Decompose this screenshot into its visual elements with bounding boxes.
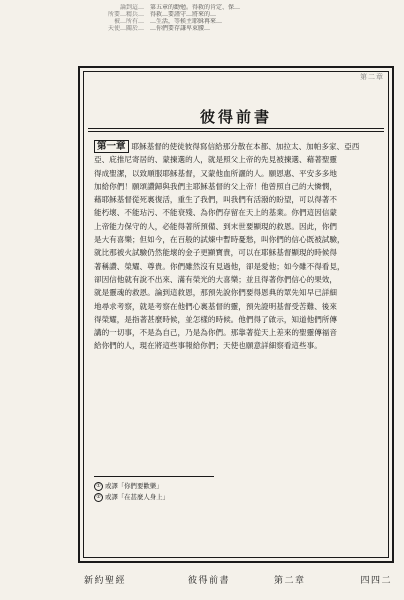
footnote-marker: ② <box>94 493 103 502</box>
body-line: 上帝能力保守的人，必能得著所預備、到末世要顯現的救恩。因此，你們 <box>94 221 337 231</box>
bleed-line: 第五章的勸勉。得救的肯定、保… <box>150 4 241 11</box>
body-line: 是大有喜樂；但如今，在百般的試煉中暫時憂愁，叫你們的信心既被試驗， <box>94 235 345 245</box>
page-frame <box>78 66 394 563</box>
page-number: 四四二 <box>360 576 392 586</box>
footnote <box>94 492 380 503</box>
footnote-rule <box>94 476 214 477</box>
footer-book: 彼得前書 <box>188 576 231 586</box>
bleed-through-left <box>8 4 144 64</box>
footnote <box>94 481 380 492</box>
scripture-text <box>94 140 380 448</box>
chapter-heading: 第一章 <box>94 140 129 153</box>
footer-series: 新約聖經 <box>84 576 127 586</box>
body-line: 加給你們！願頌讚歸與我們主耶穌基督的父上帝！他曾照自己的大憐憫， <box>94 181 337 191</box>
footer-chapter: 第二章 <box>274 576 306 586</box>
bleed-line: 所要…精兵… <box>107 11 144 18</box>
bleed-line: …生活，等候主耶穌再來… <box>150 18 223 25</box>
body-line: 地尋求考察，就是考察在他們心裏基督的靈，預先證明基督受苦難、後來 <box>94 301 337 311</box>
body-line-text: 耶穌基督的使徒彼得寫信給那分散在本都、加拉太、加帕多家、亞西 <box>131 142 360 151</box>
bleed-line: …你們要存謙卑束腰… <box>150 25 211 32</box>
bleed-line: 天使…關於… <box>107 25 144 32</box>
bleed-line: 被…所有… <box>113 18 144 25</box>
body-line <box>94 140 380 153</box>
title-rule <box>88 131 384 132</box>
body-line: 給你們的人，現在將這些事報給你們；天使也願意詳細察看這些事。 <box>94 341 322 351</box>
body-line: 卻因信他就有說不出來、滿有榮光的大喜樂；並且得著你們信心的果效， <box>94 274 337 284</box>
body-line: 能朽壞、不能玷污、不能衰殘、為你們存留在天上的基業。你們這因信蒙 <box>94 208 337 218</box>
footnote-text: 或譯「你們要歡樂」 <box>105 482 163 490</box>
book-title: 彼得前書 <box>199 108 272 126</box>
chapter-label: 第二章 <box>360 73 384 81</box>
body-line: 著稱讚、榮耀、尊貴。你們雖然沒有見過他，卻是愛他；如今雖不得看見， <box>94 261 345 271</box>
bleed-through-right <box>150 4 388 64</box>
title-rule <box>88 128 384 129</box>
body-line: 就比那被火試驗仍然能壞的金子更顯寶貴，可以在耶穌基督顯現的時候得 <box>94 248 337 258</box>
body-line: 就是靈魂的救恩。論到這救恩，那預先說你們要得恩典的眾先知早已詳細 <box>94 288 337 298</box>
footnotes <box>94 481 380 503</box>
body-line: 亞、庇推尼寄居的、蒙揀選的人，就是照父上帝的先見被揀選、藉著聖靈 <box>94 155 337 165</box>
body-line: 藉耶穌基督從死裏復活，重生了我們，叫我們有活潑的盼望，可以得著不 <box>94 195 337 205</box>
bleed-line: 得救…要謹守…將來的… <box>150 11 217 18</box>
bleed-line: 論到這… <box>119 4 144 11</box>
body-line: 得榮耀，是指著甚麼時候，並怎樣的時候。他們得了啟示，知道他們所傳 <box>94 314 337 324</box>
body-line: 得成聖潔，以致順服耶穌基督，又蒙他血所灑的人。願恩惠、平安多多地 <box>94 168 337 178</box>
body-line: 講的一切事，不是為自己，乃是為你們。那靠著從天上差來的聖靈傳福音 <box>94 328 337 338</box>
footnote-marker: ① <box>94 482 103 491</box>
footnote-text: 或譯「在甚麼人身上」 <box>105 493 169 501</box>
